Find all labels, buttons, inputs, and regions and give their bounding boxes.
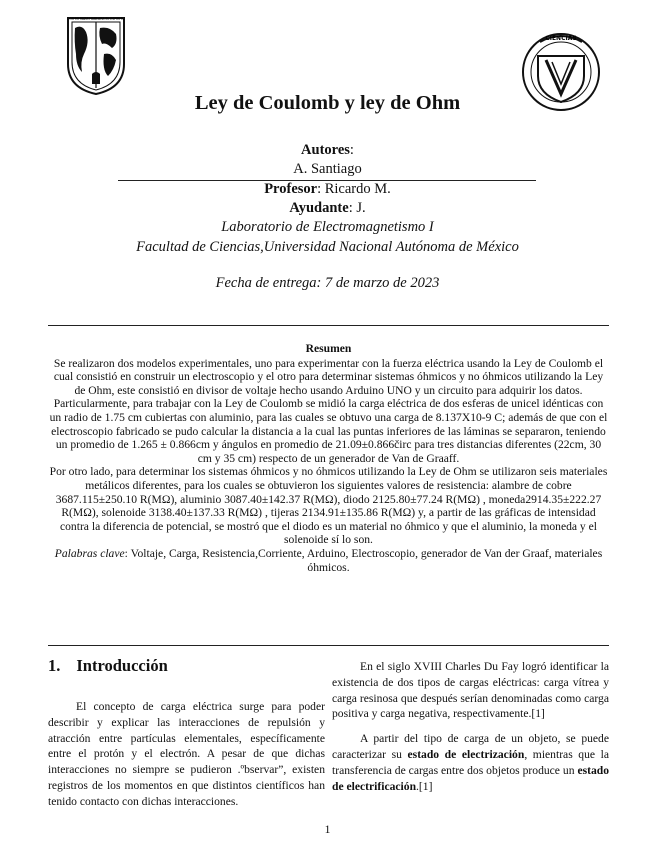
abstract-paragraph-1: Se realizaron dos modelos experimentales, uno para experimentar con la fuerza eléctrica usando la Ley de Coulomb el cual consistió en construir un electroscopio y el otro para determinar sistemas óhmicos y no óhmicos utilizando la Ley de Ohm, este consistió en divisor de voltaje hecho usando Arduino UNO y un circuito para adquirir los datos.	[53, 356, 604, 397]
keywords: Voltaje, Carga, Resistencia,Corriente, Arduino, Electroscopio, generador de Van der Graaf, materiales óhmicos.	[130, 546, 603, 574]
intro-paragraph-1: El concepto de carga eléctrica surge para poder describir y explicar las interacciones de repulsión y atracción entre partículas elementales, específicamente entre el protón y el electrón. A pesar de que dichas interacciones no siempre se pudieron .ºbservar”, existen registros de los momentos en que distintos científicos han tenido contacto con dichas interacciones.	[48, 700, 325, 808]
abstract-paragraph-2: Particularmente, para trabajar con la Ley de Coulomb se midió la carga eléctrica de dos esferas de unicel idénticas con un radio de 1.75 cm cubiertas con aluminio, para las cuales se obtuvo una carga de 8.137X10-9 C; además de que con el electroscopio fabricado se pudo calcular la distancia a la cual las puntas inferiores de las láminas se separaron, teniendo un promedio de 1.265 ± 0.866cm y ángulos en promedio de 21.09±0.866čirc para tres distancias diferentes (22cm, 30 cm y 35 cm) respecto de un generador de Van de Graaff.	[49, 397, 608, 465]
abstract-heading: Resumen	[305, 342, 352, 355]
author-name: A. Santiago	[293, 161, 362, 177]
professor-label: Profesor	[264, 181, 318, 197]
keywords-label: Palabras clave	[54, 546, 125, 560]
intro-paragraph-3	[332, 731, 609, 794]
p3-text-a: A partir del tipo de carga de un objeto, se puede caracterizar su	[332, 732, 609, 761]
keywords-line: Palabras clave: Voltaje, Carga, Resistencia,Corriente, Arduino, Electroscopio, generador de Van der Graaf, materiales óhmicos.	[54, 546, 603, 574]
section-title: Introducción	[76, 656, 168, 675]
term-electrizacion: estado de electrización	[407, 747, 525, 761]
authors-line: Autores:	[301, 142, 354, 158]
abstract-paragraph-3: Por otro lado, para determinar los sistemas óhmicos y no óhmicos utilizando la Ley de Ohm se utilizaron seis materiales metálicos diferentes, para los cuales se obtuvieron los siguientes valores de resistencia: alambre de cobre 3687.115±250.10 R(MΩ), aluminio 3087.40±142.37 R(MΩ), diodo 2125.80±77.24 R(MΩ) , moneda2914.35±222.27 R(MΩ), solenoide 3138.40±137.33 R(MΩ) , tijeras 2134.91±135.86 R(MΩ) y, a partir de las gráficas de intensidad contra la diferencia de potencial, se mostró que el diodo es un material no óhmico y que el aluminio, la moneda y el solenoide sí lo son.	[49, 465, 608, 547]
faculty-name: Facultad de Ciencias,Universidad Nacional Autónoma de México	[136, 239, 519, 255]
term-electrificacion: estado de electrificación	[332, 763, 609, 793]
lab-name: Laboratorio de Electromagnetismo I	[221, 219, 434, 235]
intro-paragraph-2: En el siglo XVIII Charles Du Fay logró identificar la existencia de dos tipos de cargas eléctricas: carga vítrea y carga resinosa que después serían denominadas como carga positiva y carga negativa, respectivamente.[1]	[332, 660, 609, 721]
p3-text-d: .[1]	[416, 779, 433, 793]
authors-label: Autores	[301, 142, 350, 158]
unam-motto-text: POR MI RAZA HABLARA EL ESPIRITU	[67, 17, 125, 21]
abstract-top-divider	[48, 325, 609, 326]
paper-title: Ley de Coulomb y ley de Ohm	[194, 92, 461, 114]
assistant-line: Ayudante: J.	[289, 200, 366, 216]
p3-text-c: , mientras que la transferencia de cargas entre dos objetos produce un	[332, 747, 609, 777]
professor-line: Profesor: Ricardo M.	[264, 181, 391, 197]
page-number: 1	[324, 822, 331, 836]
abstract	[48, 342, 609, 574]
section-heading	[48, 656, 168, 676]
left-column	[48, 699, 325, 810]
delivery-date: Fecha de entrega: 7 de marzo de 2023	[215, 275, 440, 291]
assistant-label: Ayudante	[289, 200, 349, 216]
abstract-bottom-divider	[48, 645, 609, 646]
section-number: 1.	[48, 656, 61, 675]
ciencias-motto-text: CIENCIAS	[545, 35, 577, 42]
unam-shield-logo	[62, 14, 130, 96]
professor-name: Ricardo M.	[324, 181, 391, 197]
right-column	[332, 659, 609, 794]
assistant-name: J.	[356, 200, 366, 216]
